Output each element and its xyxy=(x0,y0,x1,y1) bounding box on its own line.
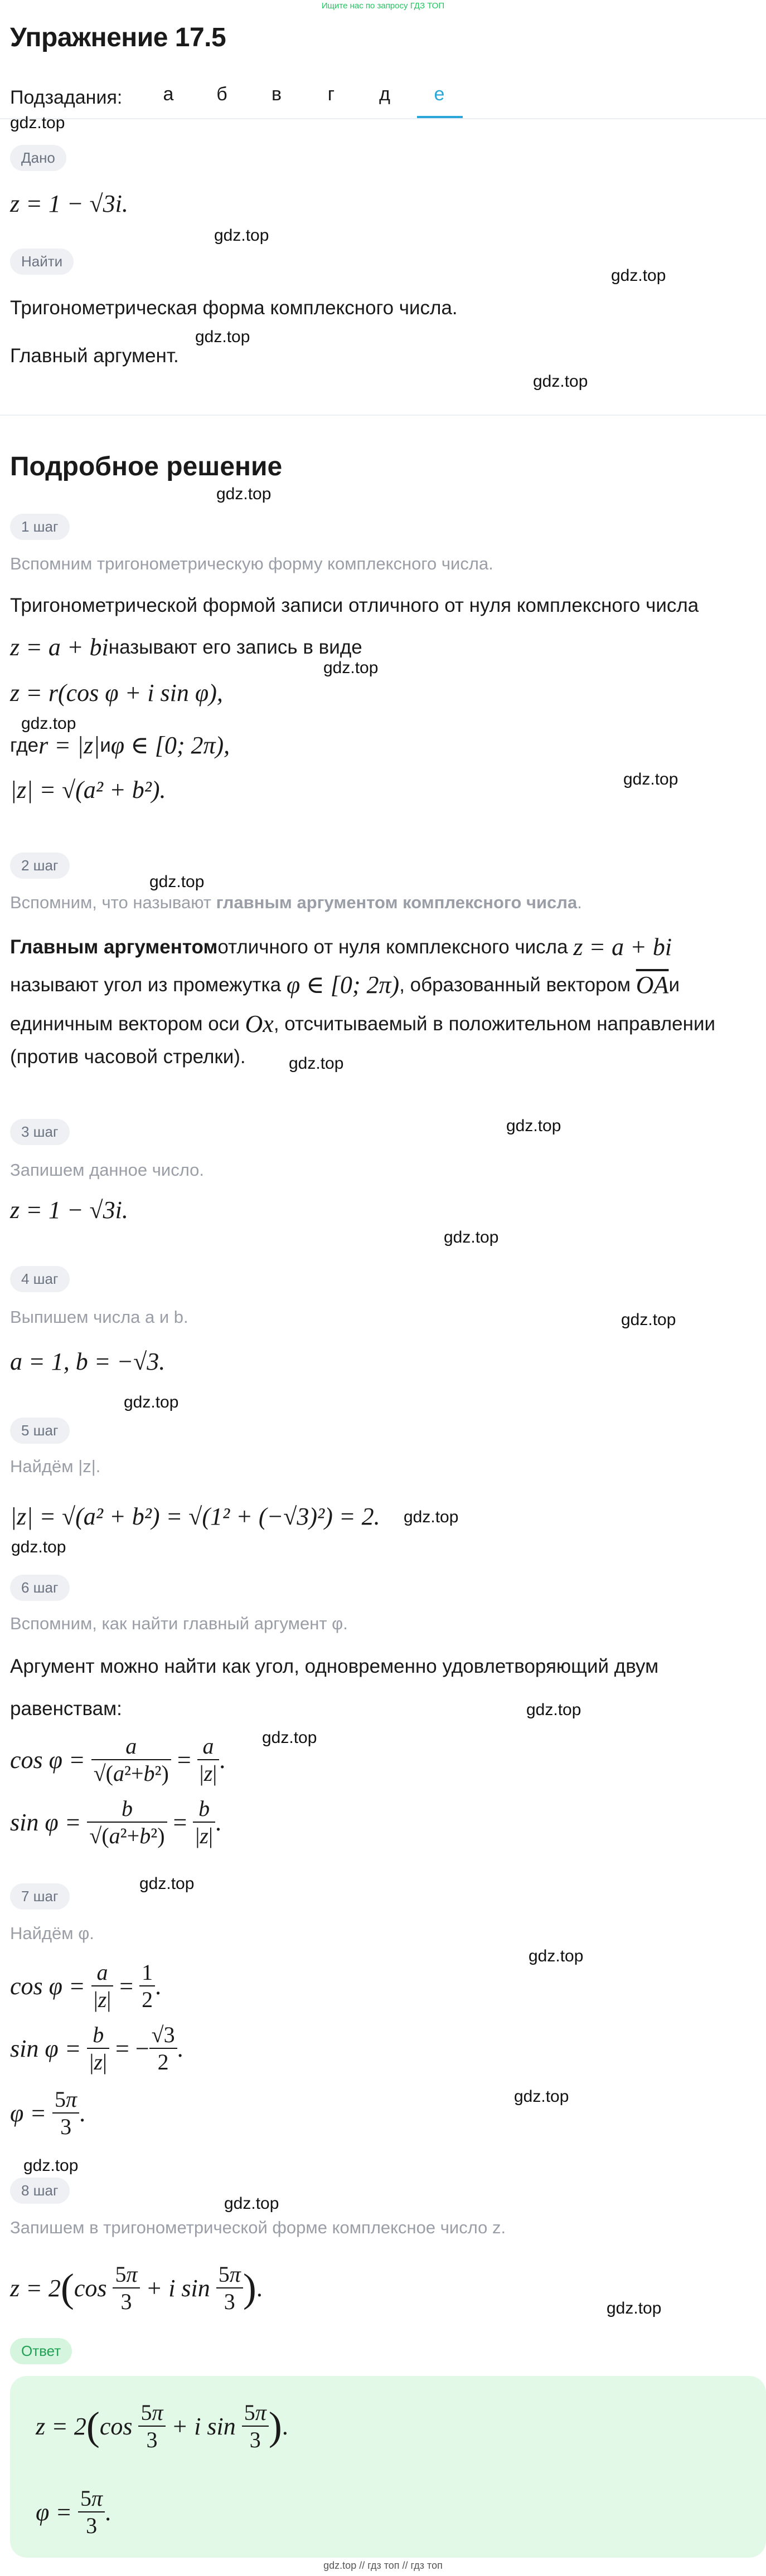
find-line-2: Главный аргумент. xyxy=(10,345,179,367)
answer-badge: Ответ xyxy=(10,2338,72,2364)
watermark: gdz.top xyxy=(124,1393,179,1411)
step-4-expression: a = 1, b = −√3. xyxy=(10,1348,166,1375)
watermark: gdz.top xyxy=(11,1538,66,1556)
step-2-line-3: единичным вектором оси Ox , отсчитываемый в положительном направлении xyxy=(10,1010,716,1038)
step-1-math-z: z = a + bi xyxy=(10,634,109,661)
step-5-badge: 5 шаг xyxy=(10,1418,70,1444)
step-7-hint: Найдём φ. xyxy=(10,1924,94,1943)
step-1-text-2-rest: называют его запись в виде xyxy=(108,636,362,658)
watermark: gdz.top xyxy=(262,1728,317,1747)
tab-d[interactable]: д xyxy=(379,84,390,105)
where-mid: и xyxy=(100,734,111,756)
step-1-badge: 1 шаг xyxy=(10,514,70,540)
step-2-hint: Вспомним, что называют главным аргументом комплексного числа. xyxy=(10,893,582,912)
watermark: gdz.top xyxy=(149,873,205,891)
watermark: gdz.top xyxy=(621,1311,676,1329)
answer-trig-form: z = 2 ( cos $\frac{5\pi}{3}$ + i sin $\frac{5\pi}{3}$ ) . xyxy=(36,2400,288,2452)
watermark: gdz.top xyxy=(529,1947,584,1965)
step-2-line-1: Главным аргументом отличного от нуля комплексного числа z = a + bi xyxy=(10,933,672,961)
step-2-line-2: называют угол из промежутка φ ∈ [0; 2π) , образованный вектором $\overline{OA}$ и xyxy=(10,971,680,999)
watermark: gdz.top xyxy=(533,372,588,391)
watermark: gdz.top xyxy=(526,1701,581,1719)
step-8-hint: Запишем в тригонометрической форме комплексное число z. xyxy=(10,2218,506,2237)
step-6-text-2: равенствам: xyxy=(10,1698,122,1720)
top-search-link[interactable]: Ищите нас по запросу ГДЗ ТОП xyxy=(321,1,445,11)
tab-e[interactable]: е xyxy=(434,84,445,105)
cos-formula: cos φ = $\frac{a}{\text{√(a²+b²)}}$ = $\frac{a}{|z|}$ . xyxy=(10,1733,226,1786)
step-1-modulus: |z| = √(a² + b²). xyxy=(10,776,166,804)
step-6-text-1: Аргумент можно найти как угол, одновременно удовлетворяющий двум xyxy=(10,1655,659,1677)
watermark: gdz.top xyxy=(607,2299,662,2317)
tab-b[interactable]: б xyxy=(216,84,227,105)
subtasks-label: Подзадания: xyxy=(10,87,123,108)
watermark: gdz.top xyxy=(506,1117,561,1135)
tab-g[interactable]: г xyxy=(327,84,335,105)
find-badge: Найти xyxy=(10,249,74,275)
sin-formula: sin φ = $\frac{b}{\text{√(a²+b²)}}$ = $\frac{b}{|z|}$ . xyxy=(10,1796,221,1848)
watermark: gdz.top xyxy=(195,328,250,346)
find-line-1: Тригонометрическая форма комплексного числа. xyxy=(10,297,458,319)
where-math-2: φ ∈ [0; 2π), xyxy=(110,732,230,759)
watermark: gdz.top xyxy=(623,770,678,788)
step-1-text-2 xyxy=(10,630,362,665)
page-title: Упражнение 17.5 xyxy=(10,23,226,52)
step-4-hint: Выпишем числа a и b. xyxy=(10,1307,188,1327)
step-5-hint: Найдём |z|. xyxy=(10,1457,101,1476)
given-expression: z = 1 − √3i. xyxy=(10,190,128,217)
watermark: gdz.top xyxy=(611,266,666,285)
tabs-divider xyxy=(0,118,766,119)
watermark: gdz.top xyxy=(10,114,65,132)
watermark: gdz.top xyxy=(289,1054,344,1073)
step-1-where xyxy=(10,728,230,763)
step-3-hint: Запишем данное число. xyxy=(10,1160,205,1180)
section-divider xyxy=(0,415,766,416)
watermark: gdz.top xyxy=(224,2194,279,2213)
footer-links[interactable]: gdz.top // гдз топ // гдз топ xyxy=(323,2560,443,2571)
tab-v[interactable]: в xyxy=(271,84,282,105)
step-1-text-1: Тригонометрической формой записи отличного от нуля комплексного числа xyxy=(10,595,699,616)
watermark: gdz.top xyxy=(444,1228,499,1246)
step-4-badge: 4 шаг xyxy=(10,1266,70,1292)
step-6-badge: 6 шаг xyxy=(10,1575,70,1601)
watermark: gdz.top xyxy=(139,1874,195,1893)
step-6-hint: Вспомним, как найти главный аргумент φ. xyxy=(10,1614,348,1633)
phi-value: φ = $\frac{5\pi}{3}$ . xyxy=(10,2087,86,2139)
where-math-1: r = |z| xyxy=(38,732,100,759)
where-prefix: где xyxy=(10,734,39,756)
given-badge: Дано xyxy=(10,145,66,171)
answer-phi: φ = $\frac{5\pi}{3}$ . xyxy=(36,2486,111,2538)
watermark: gdz.top xyxy=(216,485,272,503)
step-1-hint: Вспомним тригонометрическую форму комплексного числа. xyxy=(10,554,493,573)
step-1-formula: z = r(cos φ + i sin φ), xyxy=(10,679,223,707)
step-3-expression: z = 1 − √3i. xyxy=(10,1196,128,1224)
trig-form: z = 2 ( cos $\frac{5\pi}{3}$ + i sin $\frac{5\pi}{3}$ ) . xyxy=(10,2262,263,2314)
step-2-line-4: (против часовой стрелки). xyxy=(10,1046,246,1068)
step-8-badge: 8 шаг xyxy=(10,2178,70,2204)
watermark: gdz.top xyxy=(23,2156,79,2175)
step-7-badge: 7 шаг xyxy=(10,1883,70,1910)
tab-a[interactable]: а xyxy=(163,84,174,105)
watermark: gdz.top xyxy=(214,226,269,245)
step-5-expression: |z| = √(a² + b²) = √(1² + (−√3)²) = 2. xyxy=(10,1503,380,1530)
sin-value: sin φ = $\frac{b}{|z|}$ = − $\frac{√3}{2}$ . xyxy=(10,2022,183,2075)
solution-title: Подробное решение xyxy=(10,452,283,481)
cos-value: cos φ = $\frac{a}{|z|}$ = $\frac{1}{2}$ . xyxy=(10,1960,162,2012)
step-2-badge: 2 шаг xyxy=(10,853,70,879)
watermark: gdz.top xyxy=(404,1508,459,1526)
watermark: gdz.top xyxy=(323,659,379,677)
watermark: gdz.top xyxy=(21,714,76,733)
step-3-badge: 3 шаг xyxy=(10,1119,70,1145)
watermark: gdz.top xyxy=(514,2087,569,2106)
